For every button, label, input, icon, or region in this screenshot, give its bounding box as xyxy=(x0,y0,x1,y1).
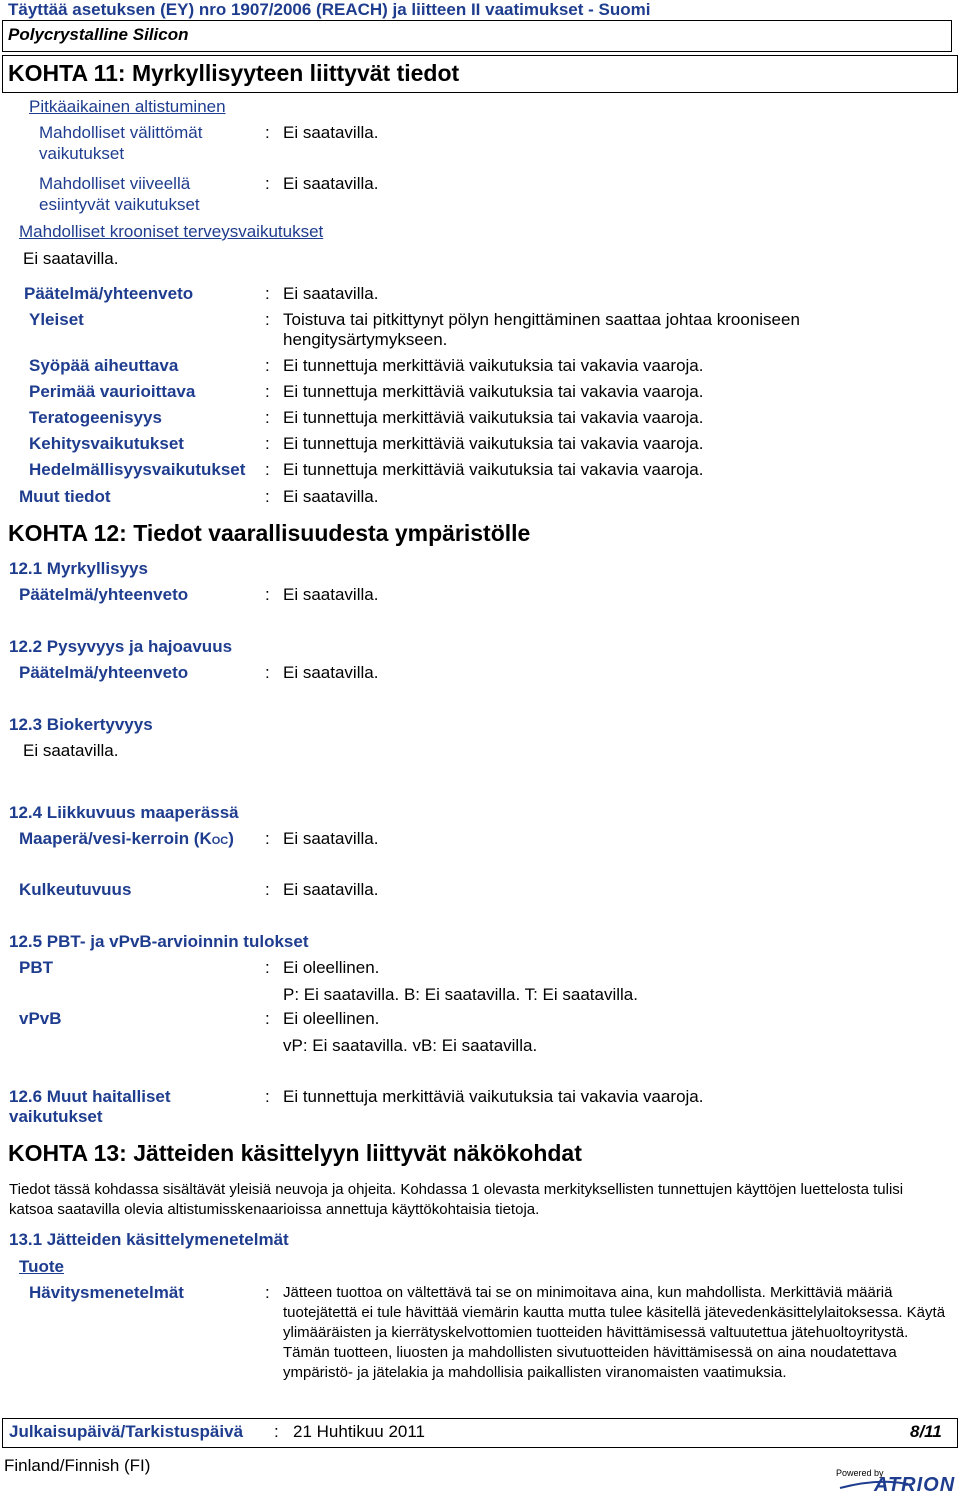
general-value: Toistuva tai pitkittynyt pölyn hengittäminen saattaa johtaa krooniseen hengitysärtymykseen. xyxy=(283,310,800,349)
immediate-effects-label-1: Mahdolliset välittömät xyxy=(39,123,203,142)
delayed-effects-label-2: esiintyvät vaikutukset xyxy=(39,195,200,214)
product-heading: Tuote xyxy=(19,1257,65,1276)
developmental-value: Ei tunnettuja merkittäviä vaikutuksia tai vakavia vaaroja. xyxy=(283,434,704,453)
footer-date-label: Julkaisupäivä/Tarkistuspäivä xyxy=(9,1422,244,1441)
vpvb-value: Ei oleellinen. xyxy=(283,1009,380,1028)
other-info-label: Muut tiedot xyxy=(19,487,111,506)
disposal-value: Jätteen tuottoa on vältettävä tai se on minimoitava aina, kun mahdollista. Merkittäviä määriä tuotejätettä ei tule hävittää viemärin kautta mutta tulee käsitellä jätevedenkäsittelylaitoksessa. Käytä ylimääräisten ja kierrätyskelvottomien tuotteiden hävittämisessä valtuutettua jätehuoltoyritystä. Tämän tuotteen, liuosten ja mahdollisten sivutuotteiden hävittämisessä on aina noudatettava ympäristö- ja jätelakia ja mahdollisia paikallisten viranomaisten vaatimuksia. xyxy=(283,1284,946,1381)
colon: : xyxy=(265,880,270,899)
footer-date-value: 21 Huhtikuu 2011 xyxy=(293,1422,426,1441)
s121-heading: 12.1 Myrkyllisyys xyxy=(9,559,148,578)
colon: : xyxy=(265,1283,270,1302)
product-name: Polycrystalline Silicon xyxy=(8,25,189,44)
chronic-effects-heading: Mahdolliset krooniset terveysvaikutukset xyxy=(19,222,324,241)
s126-value: Ei tunnettuja merkittäviä vaikutuksia tai vakavia vaaroja. xyxy=(283,1087,704,1106)
s131-heading: 13.1 Jätteiden käsittelymenetelmät xyxy=(9,1230,289,1249)
mobility-label: Kulkeutuvuus xyxy=(19,880,132,899)
carcinogenic-value: Ei tunnettuja merkittäviä vaikutuksia tai vakavia vaaroja. xyxy=(283,356,704,375)
colon: : xyxy=(274,1422,279,1441)
koc-label: Maaperä/vesi-kerroin (KOC) xyxy=(19,829,234,848)
colon: : xyxy=(265,356,270,375)
s121-conclusion-value: Ei saatavilla. xyxy=(283,585,379,604)
colon: : xyxy=(265,487,270,506)
koc-value: Ei saatavilla. xyxy=(283,829,379,848)
mobility-value: Ei saatavilla. xyxy=(283,880,379,899)
s126-heading-2: vaikutukset xyxy=(9,1107,103,1126)
teratogenic-label: Teratogeenisyys xyxy=(29,408,162,427)
language-label: Finland/Finnish (FI) xyxy=(4,1456,151,1475)
developmental-label: Kehitysvaikutukset xyxy=(29,434,184,453)
immediate-effects-label-2: vaikutukset xyxy=(39,144,125,163)
colon: : xyxy=(265,284,270,303)
colon: : xyxy=(265,958,270,977)
mutagenic-value: Ei tunnettuja merkittäviä vaikutuksia tai vakavia vaaroja. xyxy=(283,382,704,401)
pbt-value: Ei oleellinen. xyxy=(283,958,380,977)
teratogenic-value: Ei tunnettuja merkittäviä vaikutuksia tai vakavia vaaroja. xyxy=(283,408,704,427)
atrion-logo-text: ATRION xyxy=(874,1474,956,1496)
disposal-label: Hävitysmenetelmät xyxy=(29,1283,184,1302)
pbt-detail: P: Ei saatavilla. B: Ei saatavilla. T: Ei saatavilla. xyxy=(283,985,638,1004)
delayed-effects-label-1: Mahdolliset viiveellä xyxy=(39,174,191,193)
general-label: Yleiset xyxy=(29,310,84,329)
colon: : xyxy=(265,434,270,453)
delayed-effects-value: Ei saatavilla. xyxy=(283,174,379,193)
colon: : xyxy=(265,174,270,193)
colon: : xyxy=(265,663,270,682)
conclusion-value: Ei saatavilla. xyxy=(283,284,379,303)
fertility-label: Hedelmällisyysvaikutukset xyxy=(29,460,246,479)
colon: : xyxy=(265,585,270,604)
section-12-title: KOHTA 12: Tiedot vaarallisuudesta ympäristölle xyxy=(8,520,531,546)
s121-conclusion-label: Päätelmä/yhteenveto xyxy=(19,585,189,604)
conclusion-label: Päätelmä/yhteenveto xyxy=(24,284,194,303)
colon: : xyxy=(265,382,270,401)
s122-heading: 12.2 Pysyvyys ja hajoavuus xyxy=(9,637,233,656)
s126-heading-1: 12.6 Muut haitalliset xyxy=(9,1087,171,1106)
long-term-heading: Pitkäaikainen altistuminen xyxy=(29,97,226,116)
chronic-effects-value: Ei saatavilla. xyxy=(23,249,119,268)
colon: : xyxy=(265,1087,270,1106)
immediate-effects-value: Ei saatavilla. xyxy=(283,123,379,142)
colon: : xyxy=(265,460,270,479)
s123-heading: 12.3 Biokertyvyys xyxy=(9,715,153,734)
vpvb-label: vPvB xyxy=(19,1009,62,1028)
s125-heading: 12.5 PBT- ja vPvB-arvioinnin tulokset xyxy=(9,932,309,951)
regulation-title: Täyttää asetuksen (EY) nro 1907/2006 (REACH) ja liitteen II vaatimukset - Suomi xyxy=(8,0,651,19)
s122-conclusion-label: Päätelmä/yhteenveto xyxy=(19,663,189,682)
page-number: 8/11 xyxy=(910,1422,942,1441)
mutagenic-label: Perimää vaurioittava xyxy=(29,382,196,401)
section-11-title: KOHTA 11: Myrkyllisyyteen liittyvät tiedot xyxy=(8,60,460,86)
colon: : xyxy=(265,310,270,329)
vpvb-detail: vP: Ei saatavilla. vB: Ei saatavilla. xyxy=(283,1036,538,1055)
fertility-value: Ei tunnettuja merkittäviä vaikutuksia tai vakavia vaaroja. xyxy=(283,460,704,479)
s122-conclusion-value: Ei saatavilla. xyxy=(283,663,379,682)
section-13-title: KOHTA 13: Jätteiden käsittelyyn liittyvät näkökohdat xyxy=(8,1140,582,1166)
pbt-label: PBT xyxy=(19,958,53,977)
colon: : xyxy=(265,408,270,427)
s123-value: Ei saatavilla. xyxy=(23,741,119,760)
colon: : xyxy=(265,123,270,142)
other-info-value: Ei saatavilla. xyxy=(283,487,379,506)
section-13-intro: Tiedot tässä kohdassa sisältävät yleisiä neuvoja ja ohjeita. Kohdassa 1 olevasta merkityksellisten tunnettujen käyttöjen luettelosta tulisi katsoa saatavilla olevia altistumisskenaarioissa annettuja käyttökohtaisia tietoja. xyxy=(9,1181,904,1218)
colon: : xyxy=(265,1009,270,1028)
colon: : xyxy=(265,829,270,848)
carcinogenic-label: Syöpää aiheuttava xyxy=(29,356,179,375)
powered-by-label: Powered by xyxy=(836,1468,884,1478)
s124-heading: 12.4 Liikkuvuus maaperässä xyxy=(9,803,239,822)
